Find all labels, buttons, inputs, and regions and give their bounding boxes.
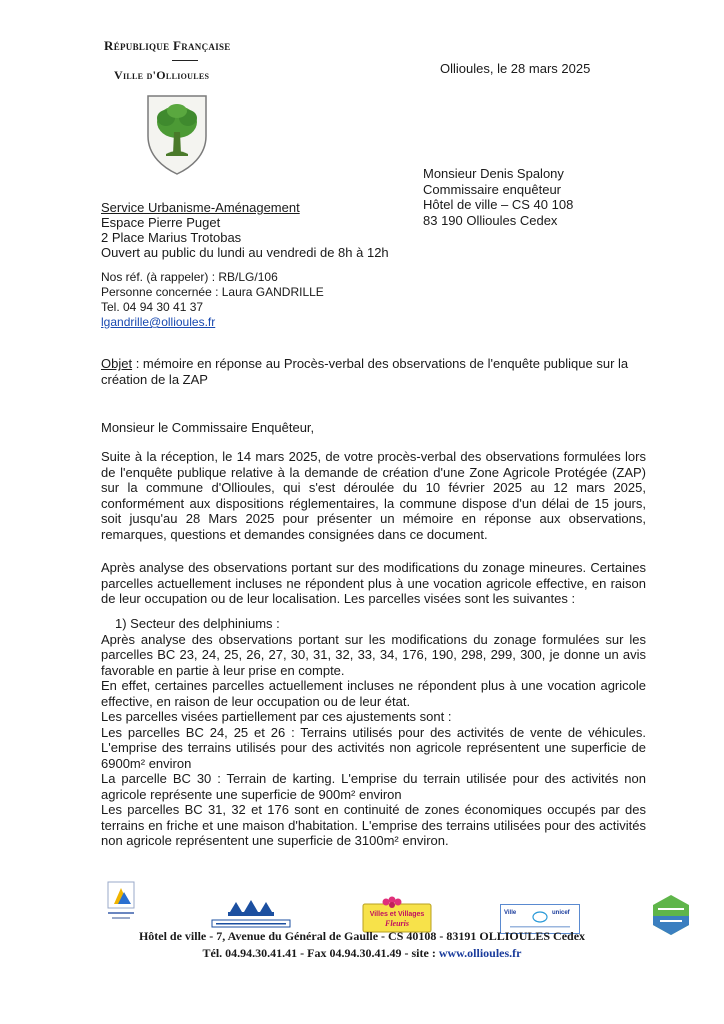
logo-2-icon (208, 898, 294, 930)
contact-email-link[interactable]: lgandrille@ollioules.fr (101, 315, 216, 329)
logo-1-icon (104, 880, 140, 924)
footer-contact (0, 945, 724, 962)
unicef-left-text: Ville (504, 910, 517, 916)
villes-fleuris-line1: Villes et Villages (369, 911, 425, 918)
unicef-right-text: unicef (552, 910, 570, 916)
date-line: Ollioules, le 28 mars 2025 (440, 61, 591, 76)
salutation: Monsieur le Commissaire Enquêteur, (101, 420, 315, 435)
ville-ollioules: Ville d'Ollioules (114, 68, 210, 82)
reference-number: Nos réf. (à rappeler) : RB/LG/106 (101, 270, 278, 284)
footer-phones: Tél. 04.94.30.41.41 - Fax 04.94.30.41.49 - site : (202, 946, 439, 960)
footer (0, 928, 724, 962)
city-crest-icon (144, 92, 210, 176)
service-line-1: Espace Pierre Puget (101, 215, 221, 230)
service-hours: Ouvert au public du lundi au vendredi de 8h à 12h (101, 245, 389, 260)
sector-paragraph-2: En effet, certaines parcelles actuellement incluses ne répondent plus à une vocation agricole effective, en raison de leur occupation ou de leur état. (101, 678, 646, 709)
recipient-address-1: Hôtel de ville – CS 40 108 (423, 197, 574, 212)
sector-paragraph-3: Les parcelles visées partiellement par ces ajustements sont : (101, 709, 452, 724)
sector-paragraph-1: Après analyse des observations portant sur les modifications du zonage formulées sur les parcelles BC 23, 24, 25, 26, 27, 30, 31, 32, 33, 34, 176, 190, 298, 299, 300, je donne un avis favorable en partie à leur prise en compte. (101, 631, 646, 678)
paragraph-analysis: Après analyse des observations portant sur des modifications du zonage mineures. Certaines parcelles actuellement incluses ne répondent plus à une vocation agricole effective, en raison de leur occupation ou de leur localisation. Les parcelles visées sont les suivantes : (101, 560, 646, 606)
footer-website-link[interactable]: www.ollioules.fr (438, 946, 522, 960)
footer-address: Hôtel de ville - 7, Avenue du Général de Gaulle - CS 40108 - 83191 OLLIOULES Cedex (138, 929, 586, 943)
recipient-title: Commissaire enquêteur (423, 181, 562, 197)
sector-heading: 1) Secteur des delphiniums : (115, 616, 280, 631)
sector-section (101, 616, 646, 849)
recipient-address-2: 83 190 Ollioules Cedex (423, 212, 558, 228)
subject-text: : mémoire en réponse au Procès-verbal des observations de l'enquête publique sur la création de la ZAP (101, 356, 629, 387)
service-block (101, 200, 389, 260)
sector-paragraph-5: La parcelle BC 30 : Terrain de karting. L'emprise du terrain utilisée pour des activités non agricole représente une superficie de 900m² environ (101, 771, 646, 802)
contact-person: Personne concernée : Laura GANDRILLE (101, 285, 324, 299)
republique-francaise: République Française (104, 38, 231, 53)
contact-phone: Tel. 04 94 30 41 37 (101, 300, 204, 314)
service-name: Service Urbanisme-Aménagement (101, 200, 300, 215)
sector-paragraph-4: Les parcelles BC 24, 25 et 26 : Terrains utilisés pour des activités de vente de véhicules. L'emprise des terrains utilisés pour des activités non agricole représentent une superficie de 6900m² environ (101, 724, 646, 771)
references-block (101, 270, 324, 330)
recipient-block (423, 166, 573, 228)
subject-label: Objet (101, 356, 133, 371)
subject-line (101, 356, 661, 388)
service-line-2: 2 Place Marius Trotobas (101, 230, 242, 245)
villes-fleuris-line2: Fleuris (384, 919, 409, 928)
sector-paragraph-6: Les parcelles BC 31, 32 et 176 sont en continuité de zones économiques occupés par des terrains en friche et une maison d'habitation. L'emprise des terrains utilisées pour des activités non agricole représentent une superficie de 3100m² environ. (101, 802, 646, 848)
header-rule (172, 60, 198, 61)
paragraph-intro: Suite à la réception, le 14 mars 2025, de votre procès-verbal des observations formulées lors de l'enquête publique relative à la demande de création d'une Zone Agricole Protégée (ZAP) sur la commune d'Ollioules, qui s'est déroulée du 10 février 2025 au 12 mars 2025, conformément aux dispositions réglementaires, la commune dispose d'un délai de 15 jours, soit jusqu'au 28 Mars 2025 pour présenter un mémoire en réponse aux observations, remarques, questions et demandes consignées dans ce document. (101, 449, 646, 542)
recipient-name: Monsieur Denis Spalony (423, 166, 564, 181)
